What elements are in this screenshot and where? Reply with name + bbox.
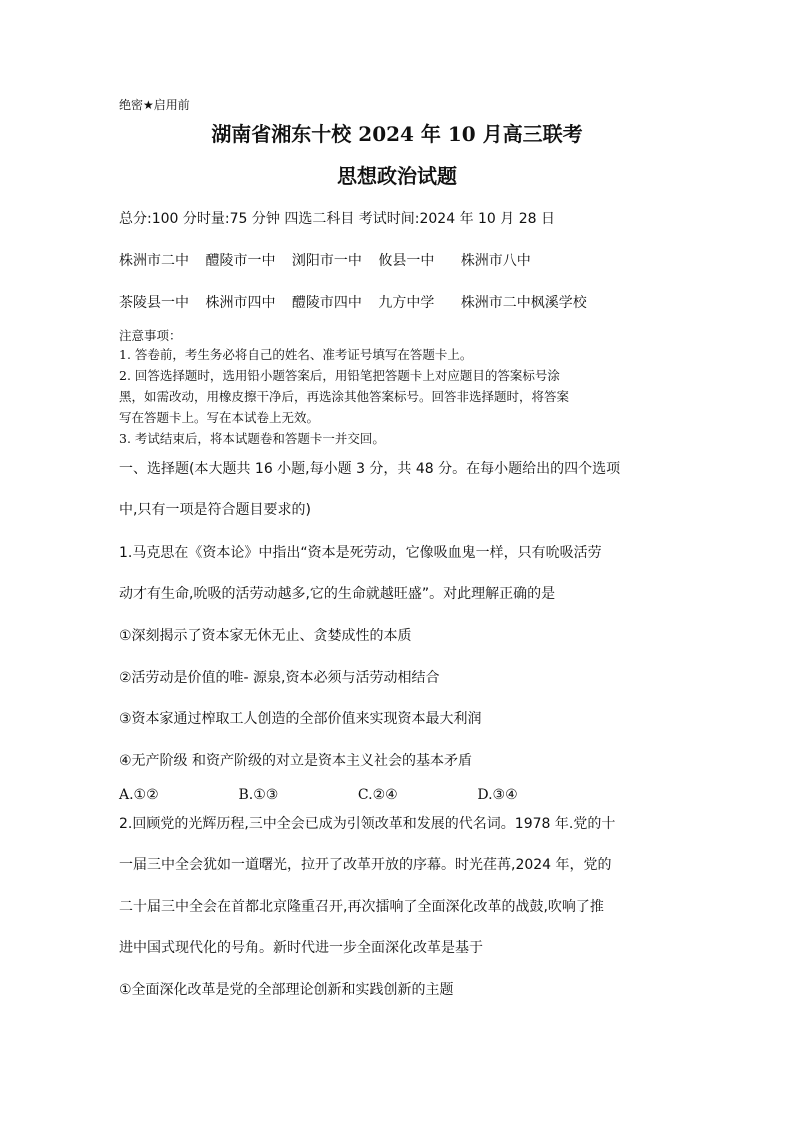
school-name: 浏阳市一中 <box>291 253 362 269</box>
choice-c: C.②④ <box>357 787 398 803</box>
school-name: 株洲市四中 <box>205 295 276 311</box>
q1-statement-2: ②活劳动是价值的唯- 源泉,资本必须与活劳动相结合 <box>119 670 440 686</box>
school-name: 醴陵市一中 <box>205 253 276 269</box>
choice-d: D.③④ <box>477 787 518 803</box>
q2-stem-line-3: 二十届三中全会在首都北京隆重召开,再次擂响了全面深化改革的战鼓,吹响了推 <box>119 899 604 915</box>
school-row-2 <box>119 294 599 312</box>
exam-info: 总分:100 分时量:75 分钟 四选二科目 考试时间:2024 年 10 月 28 日 <box>119 211 555 227</box>
q2-statement-1: ①全面深化改革是党的全部理论创新和实践创新的主题 <box>119 982 454 998</box>
choice-a: A.①② <box>119 787 159 803</box>
q1-stem-line-2: 动才有生命,吮吸的活劳动越多,它的生命就越旺盛”。对此理解正确的是 <box>119 586 556 602</box>
notice-heading: 注意事项： <box>119 328 182 343</box>
school-name: 株洲市二中枫溪学校 <box>460 295 587 311</box>
notice-item-3: 3. 考试结束后，将本试题卷和答题卡一并交回。 <box>119 431 385 446</box>
confidential-mark: 绝密★启用前 <box>119 98 190 112</box>
school-name: 九方中学 <box>378 295 435 311</box>
exam-title: 湖南省湘东十校 2024 年 10 月高三联考 <box>211 122 583 146</box>
q2-stem-line-2: 一届三中全会犹如一道曙光，拉开了改革开放的序幕。时光荏苒,2024 年，党的 <box>119 857 612 873</box>
notice-item-2-line-3: 写在答题卡上。写在本试卷上无效。 <box>119 410 320 425</box>
q2-stem-line-4: 进中国式现代化的号角。新时代进一步全面深化改革是基于 <box>119 940 483 956</box>
school-name: 攸县一中 <box>378 253 435 269</box>
q1-stem-line-1: 1.马克思在《资本论》中指出“资本是死劳动，它像吸血鬼一样，只有吮吸活劳 <box>119 545 602 561</box>
q2-stem-line-1: 2.回顾党的光辉历程,三中全会已成为引领改革和发展的代名词。1978 年.党的十 <box>119 816 616 832</box>
exam-subtitle: 思想政治试题 <box>337 164 457 188</box>
section-intro-line-2: 中,只有一项是符合题目要求的) <box>119 502 311 518</box>
school-name: 株洲市八中 <box>460 253 531 269</box>
school-name: 株洲市二中 <box>119 253 189 269</box>
q1-statement-1: ①深刻揭示了资本家无休无止、贪婪成性的本质 <box>119 628 412 644</box>
q1-statement-3: ③资本家通过榨取工人创造的全部价值来实现资本最大利润 <box>119 711 482 727</box>
school-name: 茶陵县一中 <box>119 295 189 311</box>
school-name: 醴陵市四中 <box>291 295 362 311</box>
notice-item-1: 1. 答卷前，考生务必将自己的姓名、准考证号填写在答题卡上。 <box>119 347 473 362</box>
choice-b: B.①③ <box>238 787 279 803</box>
notice-item-2-line-1: 2. 回答选择题时，选用铅小题答案后，用铅笔把答题卡上对应题目的答案标号涂 <box>119 368 560 383</box>
notice-item-2-line-2: 黑，如需改动，用橡皮擦干净后，再选涂其他答案标号。回答非选择题时，将答案 <box>119 389 570 404</box>
school-row-1 <box>119 252 543 270</box>
q1-statement-4: ④无产阶级 和资产阶级的对立是资本主义社会的基本矛盾 <box>119 753 472 769</box>
section-intro-line-1: 一、选择题(本大题共 16 小题,每小题 3 分，共 48 分。在每小题给出的四个选项 <box>119 461 621 477</box>
q1-choices <box>119 786 592 804</box>
